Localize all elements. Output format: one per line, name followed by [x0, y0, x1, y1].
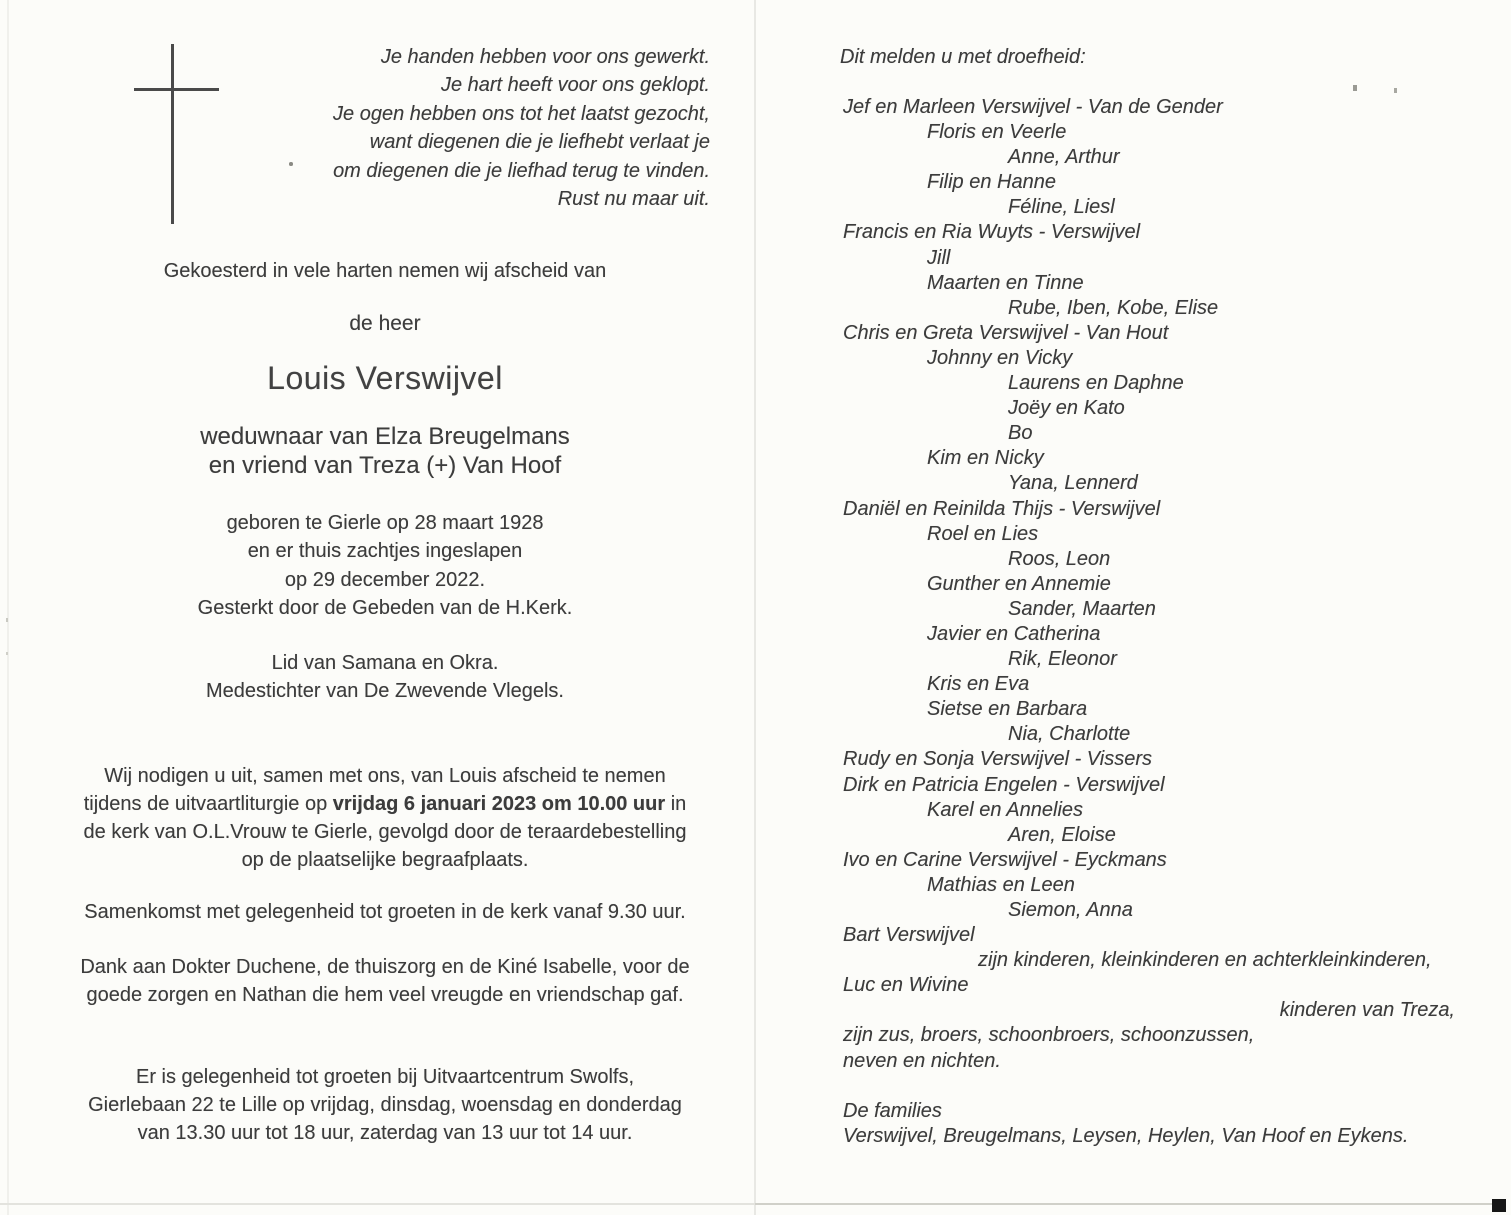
- family-line: Gunther en Annemie: [927, 572, 1111, 595]
- family-line: Sander, Maarten: [1008, 597, 1156, 620]
- families-line: Verswijvel, Breugelmans, Leysen, Heylen, Van Hoof en Eykens.: [843, 1125, 1409, 1148]
- family-line: Daniël en Reinilda Thijs - Verswijvel: [843, 497, 1161, 520]
- thanks-line: Dank aan Dokter Duchene, de thuiszorg en de Kiné Isabelle, voor de: [80, 956, 690, 978]
- text-segment: tijdens de uitvaartliturgie op: [83, 793, 333, 815]
- funeral-invitation: [35, 762, 735, 874]
- visiting-line: van 13.30 uur tot 18 uur, zaterdag van 13 uur tot 14 uur.: [137, 1122, 633, 1144]
- life-line: op 29 december 2022.: [284, 568, 486, 591]
- family-line: Bart Verswijvel: [843, 924, 975, 947]
- page-fold-seam: [754, 0, 756, 1215]
- family-line: Mathias en Leen: [927, 873, 1075, 896]
- poem-line: Rust nu maar uit.: [557, 188, 710, 211]
- scan-speck: [1394, 88, 1397, 93]
- family-line: Luc en Wivine: [843, 974, 969, 997]
- invitation-line: [35, 818, 735, 846]
- thanks-line: goede zorgen en Nathan die hem veel vreugde en vriendschap gaf.: [86, 984, 684, 1006]
- scan-speck: [289, 162, 293, 166]
- invitation-line: [35, 846, 735, 874]
- announcement-header: Dit melden u met droefheid:: [840, 46, 1086, 68]
- deceased-name: Louis Verswijvel: [267, 360, 503, 396]
- family-line: Jill: [927, 246, 951, 269]
- family-line: Javier en Catherina: [927, 622, 1101, 645]
- membership-lines: [35, 649, 735, 706]
- family-line: Rik, Eleonor: [1008, 648, 1117, 671]
- poem-line: Je ogen hebben ons tot het laatst gezocht,: [333, 102, 710, 125]
- family-line: Roos, Leon: [1008, 547, 1111, 570]
- text-segment: op de plaatselijke begraafplaats.: [241, 849, 529, 871]
- family-line: Floris en Veerle: [927, 121, 1067, 144]
- family-line: neven en nichten.: [843, 1049, 1001, 1072]
- family-line: Laurens en Daphne: [1008, 372, 1184, 395]
- invitation-line: [35, 790, 735, 818]
- text-segment: Wij nodigen u uit, samen met ons, van Louis afscheid te nemen: [104, 765, 666, 787]
- gathering-note: Samenkomst met gelegenheid tot groeten in de kerk vanaf 9.30 uur.: [84, 901, 686, 923]
- family-line: Karel en Annelies: [927, 798, 1084, 821]
- scan-edge-line: [7, 0, 9, 1215]
- scan-corner-mark: [1492, 1199, 1506, 1212]
- family-line: Rudy en Sonja Verswijvel - Vissers: [843, 748, 1153, 771]
- family-line: Kris en Eva: [927, 673, 1030, 696]
- relation-lines: [35, 422, 735, 480]
- family-line: Bo: [1008, 422, 1033, 445]
- poem-line: Je hart heeft voor ons geklopt.: [440, 74, 710, 97]
- birth-death-lines: [35, 509, 735, 623]
- honorific: de heer: [349, 312, 421, 335]
- scan-speck: [1353, 85, 1357, 91]
- families-closing: [843, 1099, 1465, 1149]
- poem-line: want diegenen die je liefhebt verlaat je: [369, 131, 710, 154]
- scan-bottom-edge: [0, 1203, 755, 1205]
- family-line: Maarten en Tinne: [927, 271, 1084, 294]
- family-line: Kim en Nicky: [927, 447, 1044, 470]
- visiting-hours-note: [35, 1063, 735, 1147]
- membership-line: Medestichter van De Zwevende Vlegels.: [206, 680, 564, 703]
- family-line: Nia, Charlotte: [1008, 723, 1131, 746]
- family-line: Roel en Lies: [927, 522, 1039, 545]
- life-line: Gesterkt door de Gebeden van de H.Kerk.: [197, 597, 573, 620]
- visiting-line: Gierlebaan 22 te Lille op vrijdag, dinsdag, woensdag en donderdag: [88, 1094, 682, 1116]
- family-line: Sietse en Barbara: [927, 698, 1088, 721]
- relation-line: en vriend van Treza (+) Van Hoof: [208, 452, 562, 479]
- poem: [0, 43, 710, 213]
- family-line: Francis en Ria Wuyts - Verswijvel: [843, 221, 1141, 244]
- family-line: Joëy en Kato: [1008, 397, 1125, 420]
- bold-text-segment: vrijdag 6 januari 2023 om 10.00 uur: [332, 793, 666, 815]
- family-line: Aren, Eloise: [1008, 823, 1116, 846]
- family-line: Ivo en Carine Verswijvel - Eyckmans: [843, 848, 1167, 871]
- family-line: Yana, Lennerd: [1008, 472, 1138, 495]
- family-line: kinderen van Treza,: [1279, 999, 1455, 1022]
- membership-line: Lid van Samana en Okra.: [271, 652, 499, 674]
- family-line: Rube, Iben, Kobe, Elise: [1008, 296, 1219, 319]
- life-line: geboren te Gierle op 28 maart 1928: [226, 512, 544, 534]
- family-line: Jef en Marleen Verswijvel - Van de Gender: [843, 96, 1223, 118]
- relation-line: weduwnaar van Elza Breugelmans: [200, 423, 570, 450]
- family-line: Féline, Liesl: [1008, 196, 1115, 219]
- families-line: De families: [843, 1100, 942, 1122]
- family-name-list: [843, 95, 1465, 1074]
- family-line: Siemon, Anna: [1008, 899, 1133, 921]
- family-line: Chris en Greta Verswijvel - Van Hout: [843, 321, 1169, 344]
- family-line: Anne, Arthur: [1008, 146, 1120, 169]
- scan-bottom-edge: [755, 1203, 1493, 1205]
- text-segment: in: [665, 793, 687, 815]
- poem-line: Je handen hebben voor ons gewerkt.: [380, 46, 710, 68]
- family-line: Johnny en Vicky: [927, 346, 1073, 369]
- thanks-note: [35, 953, 735, 1009]
- text-segment: de kerk van O.L.Vrouw te Gierle, gevolgd door de teraardebestelling: [83, 821, 687, 843]
- family-line: zijn zus, broers, schoonbroers, schoonzussen,: [843, 1024, 1255, 1047]
- poem-line: om diegenen die je liefhad terug te vinden.: [333, 159, 710, 182]
- family-line: Dirk en Patricia Engelen - Verswijvel: [843, 773, 1165, 796]
- farewell-intro: Gekoesterd in vele harten nemen wij afscheid van: [163, 260, 607, 282]
- family-line: zijn kinderen, kleinkinderen en achterkleinkinderen,: [978, 949, 1432, 972]
- life-line: en er thuis zachtjes ingeslapen: [247, 540, 523, 563]
- invitation-line: [35, 762, 735, 790]
- family-line: Filip en Hanne: [927, 171, 1056, 194]
- visiting-line: Er is gelegenheid tot groeten bij Uitvaartcentrum Swolfs,: [135, 1066, 635, 1088]
- scan-speck: [6, 618, 8, 622]
- scan-speck: [6, 652, 8, 655]
